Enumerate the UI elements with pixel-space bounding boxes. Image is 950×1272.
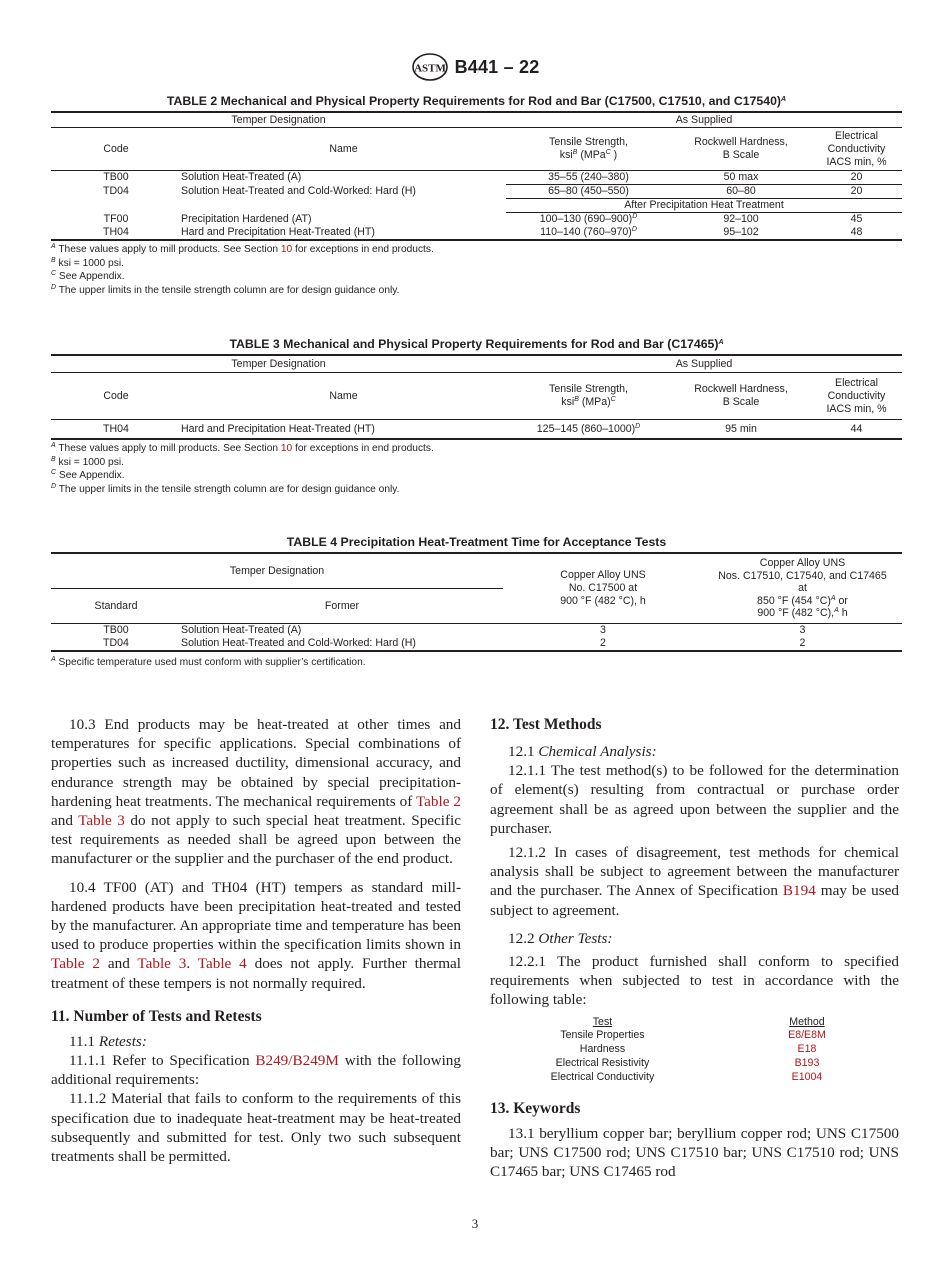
- test-methods-table: [490, 1016, 899, 1085]
- paragraph-12-1: 12.1 Chemical Analysis:: [508, 743, 657, 760]
- table-2-link[interactable]: Table 2: [415, 792, 462, 810]
- table-4: [51, 535, 902, 670]
- table-row: Electrical Conductivity E1004: [490, 1071, 899, 1085]
- left-column: [51, 715, 461, 1166]
- table-2-link[interactable]: Table 2: [51, 955, 100, 973]
- col-header-name: Name: [329, 142, 358, 155]
- paragraph-10-3: 10.3 End products may be heat-treated at other times and temperatures for specific applications. Special combinations of properties such as increased ductility, dimensional accuracy, and endurance strength may be obtained by special precipitation-hardening heat treatments. The mechanical requirements of Table 2 and Table 3 do not apply to such special heat treatment. Specific test requirements as needed shall be agreed upon between the manufacturer or the supplier and the purchaser of the end product.: [51, 716, 462, 868]
- col-group-temper: Temper Designation: [51, 112, 506, 128]
- col-header-conductivity: Electrical Conductivity IACS min, %: [826, 376, 887, 415]
- section-10-link[interactable]: 10: [280, 443, 293, 454]
- table-row: Electrical Resistivity B193: [490, 1057, 899, 1071]
- col-header-name: Name: [329, 389, 358, 402]
- col-header-former: Former: [324, 599, 360, 612]
- standard-designation: B441 – 22: [454, 56, 540, 77]
- col-header-tensile: Tensile Strength, ksi$^B$ (MPa)$^C$: [549, 383, 628, 408]
- table-row: TB00 Solution Heat-Treated (A) 35–55 (240–380) 50 max 20: [51, 171, 902, 185]
- table-2-grid: [51, 111, 902, 241]
- right-column: [490, 715, 899, 1181]
- page-header: [0, 52, 950, 87]
- method-link[interactable]: E8/E8M: [788, 1029, 826, 1042]
- table-row: TD04 Solution Heat-Treated and Cold-Worked: Hard (H) 65–80 (450–550) 60–80 20: [51, 185, 902, 199]
- table-3-link[interactable]: Table 3: [137, 955, 187, 973]
- section-11-heading: 11. Number of Tests and Retests: [51, 1007, 262, 1025]
- col-group-temper: Temper Designation: [51, 553, 503, 589]
- table-4-title: TABLE 4 Precipitation Heat-Treatment Time for Acceptance Tests: [286, 535, 667, 549]
- col-header-method: Method: [789, 1015, 825, 1028]
- table-row: Hardness E18: [490, 1043, 899, 1057]
- paragraph-11-1-1: 11.1.1 Refer to Specification B249/B249M with the following additional requirements:: [51, 1052, 461, 1089]
- table-2: [51, 94, 902, 297]
- method-link[interactable]: E18: [797, 1043, 817, 1056]
- col-group-temper: Temper Designation: [231, 357, 326, 370]
- page-number: 3: [471, 1216, 479, 1231]
- paragraph-10-4: 10.4 TF00 (AT) and TH04 (HT) tempers as standard mill-hardened products have been precipitation heat-treated and tested by the manufacturer. An appropriate time and temperature has been used to produce properties within the specification limits shown in Table 2 and Table 3. Table 4 does not apply. Further thermal treatment of these tempers is not normally required.: [51, 878, 462, 992]
- paragraph-11-1-2: 11.1.2 Material that fails to conform to the requirements of this specification due to inadequate heat-treatment may be heat-treated subsequently and submitted for test. Only two such subsequent treatments shall be permitted.: [51, 1090, 461, 1166]
- section-12-heading: 12. Test Methods: [490, 716, 602, 733]
- paragraph-12-2-1: 12.2.1 The product furnished shall conform to specified requirements when subjected to test in accordance with the following table:: [490, 953, 899, 1009]
- b194-link[interactable]: B194: [782, 882, 816, 900]
- b249-link[interactable]: B249/B249M: [255, 1052, 339, 1070]
- table-row: Tensile Properties E8/E8M: [490, 1029, 899, 1043]
- method-link[interactable]: B193: [794, 1057, 820, 1070]
- table-3-link[interactable]: Table 3: [78, 812, 125, 830]
- paragraph-12-1-1: 12.1.1 The test method(s) to be followed for the determination of element(s) resulting from contractual or purchase order agreement shall be as agreed upon between the supplier and the purchaser.: [490, 762, 899, 837]
- col-header-hardness: Rockwell Hardness, B Scale: [694, 383, 788, 408]
- paragraph-11-1: 11.1 Retests:: [69, 1032, 147, 1050]
- table-3-footnotes: $^A$ These values apply to mill products. See Section 10 for exceptions in end products. $^B$ ksi = 1000 psi. $^C$ See Appendix. $^D$ The upper limits in the tensile strength column are for design guidance only.: [51, 442, 434, 495]
- paragraph-13-1: 13.1 beryllium copper bar; beryllium copper rod; UNS C17500 bar; UNS C17500 rod; UNS C17510 bar; UNS C17510 rod; UNS C17465 bar; UNS C17465 rod: [490, 1124, 899, 1181]
- svg-text:ASTM: ASTM: [413, 62, 446, 75]
- table-4-link[interactable]: Table 4: [197, 955, 247, 973]
- col-header-hardness: Rockwell Hardness, B Scale: [694, 136, 788, 161]
- table-row: TH04 Hard and Precipitation Heat-Treated (HT) 110–140 (760–970)$^D$ 95–102 48: [51, 226, 902, 240]
- col-header-code: Code: [103, 142, 129, 155]
- table-4-footnotes: $^A$ Specific temperature used must conform with supplier’s certification.: [51, 656, 366, 668]
- col-group-as-supplied: As Supplied: [506, 112, 902, 128]
- table-row: TH04 Hard and Precipitation Heat-Treated (HT) 125–145 (860–1000)$^D$ 95 min 44: [51, 420, 902, 440]
- table-row: TF00 Precipitation Hardened (AT) 100–130 (690–900)$^D$ 92–100 45: [103, 212, 863, 225]
- table-2-footnotes: $^A$ These values apply to mill products. See Section 10 for exceptions in end products. $^B$ ksi = 1000 psi. $^C$ See Appendix. $^D$ The upper limits in the tensile strength column are for design guidance only.: [51, 243, 434, 296]
- col-group-as-supplied: As Supplied: [675, 357, 733, 370]
- table-2-title: TABLE 2 Mechanical and Physical Property Requirements for Rod and Bar (C17500, C17510, and C17540)$^A$: [166, 94, 787, 108]
- col-header-c17500: Copper Alloy UNS No. C17500 at 900 °F (482 °C), h: [560, 569, 646, 607]
- section-10-link[interactable]: 10: [280, 244, 293, 255]
- method-link[interactable]: E1004: [791, 1070, 823, 1083]
- astm-logo-icon: [411, 52, 449, 82]
- col-header-code: Code: [103, 389, 129, 402]
- col-header-other-alloys: Copper Alloy UNS Nos. C17510, C17540, and C17465 at 850 °F (454 °C)$^A$ or 900 °F (482 °C),$^A$ h: [718, 557, 887, 620]
- col-header-conductivity: Electrical Conductivity IACS min, %: [826, 129, 887, 168]
- table-3-title: TABLE 3 Mechanical and Physical Property Requirements for Rod and Bar (C17465)$^A$: [229, 337, 724, 351]
- table-row: TB00 Solution Heat-Treated (A) 3 3: [51, 624, 902, 638]
- paragraph-12-2: 12.2 Other Tests:: [508, 929, 613, 947]
- col-header-tensile: Tensile Strength, ksi$^B$ (MPa$^C$ ): [549, 136, 628, 161]
- table-3-grid: [51, 354, 902, 440]
- table-row: TD04 Solution Heat-Treated and Cold-Worked: Hard (H) 2 2: [51, 637, 902, 651]
- section-13-heading: 13. Keywords: [490, 1099, 581, 1117]
- table-4-grid: [51, 552, 902, 652]
- subgroup-after-precipitation: After Precipitation Heat Treatment: [506, 199, 902, 213]
- col-header-standard: Standard: [94, 599, 138, 612]
- col-header-test: Test: [592, 1015, 613, 1028]
- table-3: [51, 337, 902, 496]
- paragraph-12-1-2: 12.1.2 In cases of disagreement, test methods for chemical analysis shall be subject to agreement between the manufacturer and the purchaser. The Annex of Specification B194 may be used subject to agreement.: [490, 844, 899, 919]
